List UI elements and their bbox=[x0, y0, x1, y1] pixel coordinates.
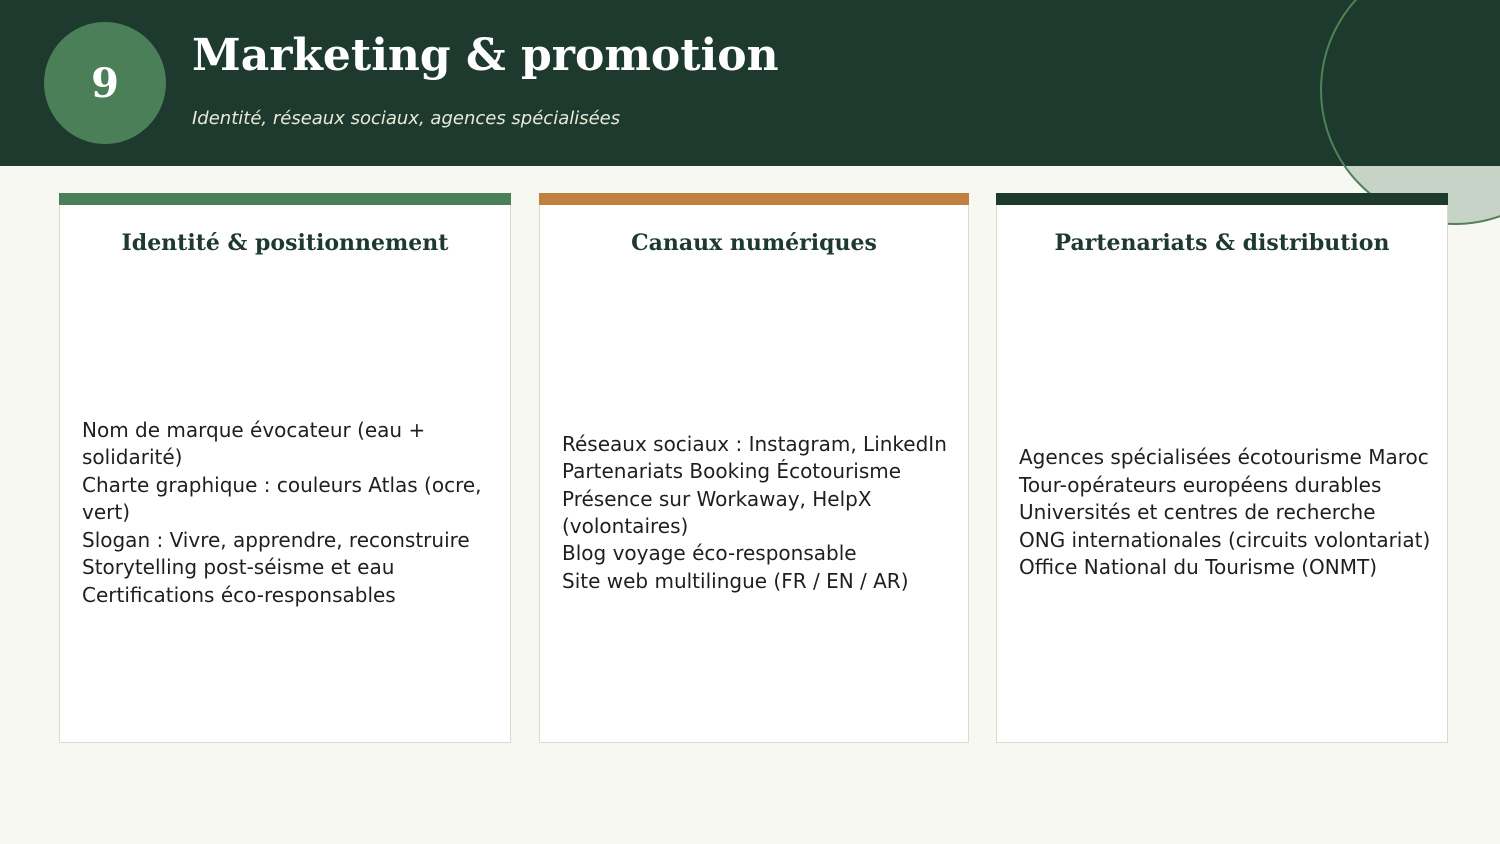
card-title: Canaux numériques bbox=[631, 230, 877, 256]
card-line: (volontaires) bbox=[562, 514, 689, 538]
page-subtitle: Identité, réseaux sociaux, agences spécialisées bbox=[192, 108, 621, 129]
card-line: solidarité) bbox=[82, 445, 183, 470]
card-line: Agences spécialisées écotourisme Maroc bbox=[1019, 445, 1429, 470]
card-line: Réseaux sociaux : Instagram, LinkedIn bbox=[562, 431, 947, 456]
card-line: Nom de marque évocateur (eau + bbox=[82, 418, 426, 443]
card-line: Partenariats Booking Écotourisme bbox=[562, 459, 902, 484]
decorative-circle-header bbox=[1320, 0, 1500, 166]
card-body bbox=[562, 334, 954, 692]
card-line: Tour-opérateurs européens durables bbox=[1019, 472, 1382, 497]
slide-number: 9 bbox=[91, 59, 119, 107]
slide-number-badge bbox=[44, 22, 166, 144]
card-line: ONG internationales (circuits volontariat) bbox=[1019, 527, 1431, 552]
card-line: vert) bbox=[82, 500, 131, 525]
card-line: Présence sur Workaway, HelpX bbox=[562, 486, 872, 511]
card-line: Universités et centres de recherche bbox=[1019, 500, 1376, 525]
card-accent-bar bbox=[539, 193, 969, 205]
card-line: Slogan : Vivre, apprendre, reconstruire bbox=[82, 527, 470, 552]
card-line: Certifications éco-responsables bbox=[82, 582, 396, 607]
card-body bbox=[1019, 334, 1433, 692]
card-line: Charte graphique : couleurs Atlas (ocre, bbox=[82, 472, 482, 497]
card-line: Office National du Tourisme (ONMT) bbox=[1019, 555, 1378, 580]
header-decoration bbox=[0, 0, 1500, 166]
card-accent-bar bbox=[996, 193, 1448, 205]
card-accent-bar bbox=[59, 193, 511, 205]
card-body bbox=[82, 334, 496, 692]
card-line: Site web multilingue (FR / EN / AR) bbox=[562, 568, 909, 593]
card-canaux bbox=[539, 193, 969, 743]
card-title: Partenariats & distribution bbox=[1054, 230, 1390, 256]
card-line: Blog voyage éco-responsable bbox=[562, 541, 857, 566]
card-partenariats bbox=[996, 193, 1448, 743]
card-title: Identité & positionnement bbox=[121, 230, 449, 256]
page-title: Marketing & promotion bbox=[192, 30, 779, 81]
card-identite bbox=[59, 193, 511, 743]
card-line: Storytelling post-séisme et eau bbox=[82, 555, 395, 580]
